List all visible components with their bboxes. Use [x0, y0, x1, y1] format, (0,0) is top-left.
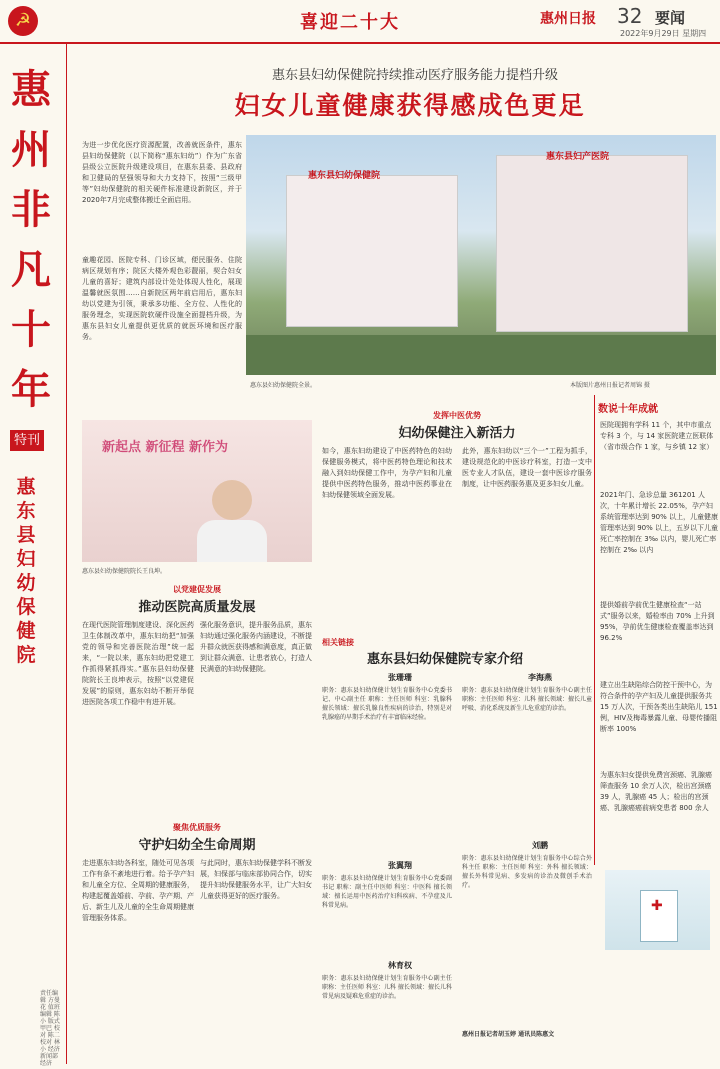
section3-paragraph-1: 如今，惠东妇幼建设了中医药特色的妇幼保健服务模式，将中医药特色理论和技术融入到妇幼保健工作中，为孕产妇和儿童提供中医药特色服务，推动中医药事业在妇幼保健领域全面发展。 — [322, 447, 452, 499]
section2-paragraph-2: 与此同时，惠东妇幼保健学科不断发展，妇保部与临床部协同合作，切实提升妇幼保健服务水平，让广大妇女儿童获得更好的医疗服务。 — [200, 859, 312, 900]
expert-bio: 职务：惠东县妇幼保健计划生育服务中心党委副书记 职称：副主任中医师 科室：中医科 擅长领域：擅长运用中医药治疗妇科疾病、不孕症及儿科常见病。 — [322, 875, 452, 909]
big-slogan: 惠州非凡十年 — [11, 66, 51, 413]
experts-kicker: 相关链接 — [322, 638, 354, 647]
section2-title: 守护妇幼全生命周期 — [138, 838, 256, 853]
section1-title: 推动医院高质量发展 — [138, 600, 256, 615]
section3-title: 妇幼保健注入新活力 — [398, 426, 516, 441]
trees — [246, 335, 716, 375]
intro-paragraph-2: 童趣花园、医院专科、门诊区域，便民服务、住院病区规划有序；院区大楼外观色彩靓丽，契合妇女儿童的喜好；建筑内部设计处处体现人性化，展现温馨就医氛围……自新院区两年前启用后，惠东妇幼以党建为引领，秉承多功能、全方位、人性化的服务理念，实现医院软硬件设施全面提档升级，为惠东县妇女儿童提供更优质的就医环境和医疗服务。 — [82, 256, 242, 341]
stat-item: 建立出生缺陷综合防控干预中心，为符合条件的孕产妇及儿童提供服务共 15 万人次，干预各类出生缺陷儿 151 例，HIV及梅毒暴露儿童、母婴传播阻断率 100% — [600, 681, 718, 733]
section3-paragraph-2: 此外，惠东妇幼以“三个一”工程为抓手，建设规范化的中医诊疗科室，打造一支中医专业人才队伍，建设一套中医诊疗服务制度，让中医药服务惠及更多妇女儿童。 — [462, 447, 592, 488]
portrait-caption: 惠东县妇幼保健院院长王良坤。 — [82, 568, 167, 575]
stat-item: 提供婚前孕前优生健康检查“一站式”服务以来，婚检率由 70% 上升到 95%，孕前优生健康检查覆盖率达到 96.2% — [600, 601, 715, 642]
page-number: 32 — [617, 4, 643, 28]
issue-date: 2022年9月29日 星期四 — [620, 29, 707, 38]
section1-kicker: 以党建促发展 — [173, 585, 221, 594]
party-emblem-icon: ☭ — [8, 6, 38, 36]
data-divider — [594, 395, 595, 865]
director-portrait-photo — [82, 420, 312, 562]
section1-paragraph-1: 在现代医院管理制度建设、深化医药卫生体制改革中，惠东妇幼把“加强党的领导和完善医院治理”统一起来，“一院以来，惠东妇幼把党建工作抓得紧抓得实。”惠东县妇幼保健院院长王良坤表示，按照“以党建促发展”的原则，惠东妇幼不断开举促进医院各项工作稳中有进开展。 — [82, 621, 194, 706]
photo-credit: 本版图片惠州日报记者周锦 摄 — [570, 382, 650, 389]
newspaper-name: 惠州日报 — [540, 11, 596, 27]
motto: 喜迎二十大 — [300, 12, 400, 33]
person-body — [197, 520, 267, 562]
section2-kicker: 聚焦优质服务 — [173, 823, 221, 832]
red-cross-icon: ✚ — [651, 898, 663, 914]
building-right — [496, 155, 688, 332]
expert-name: 刘鹏 — [532, 841, 548, 850]
hospital-panorama-photo — [246, 135, 716, 375]
section1-paragraph-2: 强化服务意识，提升服务品质，惠东妇幼通过强化服务内涵建设，不断提升群众就医获得感和满意度，真正做到让群众满意、让患者放心，打造人民满意的妇幼保健院。 — [200, 621, 312, 673]
stat-item: 医院现拥有学科 11 个，其中市重点专科 3 个，与 14 家医院建立医联体（省市级合作 1 家，与乡镇 12 家） — [600, 421, 714, 451]
expert-bio: 职务：惠东县妇幼保健计划生育服务中心综合外科主任 职称：主任医师 科室：外科 擅长领域：擅长外科常见病、多发病的诊治及微创手术治疗。 — [462, 855, 592, 889]
intro-paragraph-1: 为进一步优化医疗资源配置，改善就医条件，惠东县妇幼保健院（以下简称“惠东妇幼”）作为广东省县级公立医院升级建设项目，在惠东县委、县政府和卫健局的坚强领导和大力支持下，按照“三级甲等”妇幼保健院的相关硬件标准建设新院区，并于2020年7月完成整体搬迁全面启用。 — [82, 141, 242, 204]
left-divider — [66, 44, 67, 1064]
expert-name: 张珊珊 — [388, 673, 412, 682]
hospital-illustration — [605, 870, 710, 950]
data-box-title: 数说十年成就 — [598, 404, 658, 415]
headline: 妇女儿童健康获得感成色更足 — [234, 91, 586, 120]
editor-credits: 责任编辑 方曼 花 值班编辑 陈小 版式 甲巴 校对 陈二 校对 林小 经济新闻部 经济 — [40, 990, 60, 1067]
stat-item: 2021年门、急诊总量 361201 人次，十年累计增长 22.05%，孕产妇系统管理率达到 90% 以上，儿童健康管理率达到 90% 以上，五岁以下儿童死亡率控制在 3‰ 以内，婴儿死亡率控制在 2‰ 以内 — [600, 491, 719, 554]
experts-footer: 惠州日报记者胡玉婷 通讯员陈惠文 — [462, 1031, 555, 1038]
expert-bio: 职务：惠东县妇幼保健计划生育服务中心党委书记、中心副主任 职称：主任医师 科室：乳腺科 擅长领域：擅长乳腺良性疾病的诊治，特别是对乳腺癌的早期手术治疗有丰富临床经验。 — [322, 687, 452, 721]
section2-paragraph-1: 走进惠东妇幼各科室，随处可见各项工作有条不紊地进行着。给予孕产妇和儿童全方位、全周期的健康服务，构建起覆盖婚前、孕前、孕产期、产后、新生儿及儿童的全生命周期健康管理服务体系。 — [82, 859, 194, 922]
section3-kicker: 发挥中医优势 — [433, 411, 481, 420]
subtitle: 惠东县妇幼保健院持续推动医疗服务能力提档升级 — [271, 68, 558, 83]
building-left — [286, 175, 458, 327]
sign-right: 惠东县妇产医院 — [546, 152, 610, 162]
main-photo-caption: 惠东县妇幼保健院全景。 — [250, 382, 317, 389]
sign-left: 惠东县妇幼保健院 — [308, 171, 381, 181]
expert-bio: 职务：惠东县妇幼保健计划生育服务中心副主任 职称：主任医师 科室：儿科 擅长领域：擅长儿科常见病及疑难危重症的诊治。 — [322, 975, 452, 1000]
stat-item: 为惠东妇女提供免费宫颈癌、乳腺癌筛查服务 10 余万人次，检出宫颈癌 39 人，乳腺癌 45 人；检出的宫颈癌、乳腺癌癌前病变患者 800 余人 — [600, 771, 712, 812]
expert-name: 李海燕 — [528, 673, 552, 682]
person-head — [212, 480, 252, 520]
expert-bio: 职务：惠东县妇幼保健计划生育服务中心副主任 职称：主任医师 科室：儿科 擅长领域：擅长儿童呼吸、消化系统及新生儿危重症的诊治。 — [462, 687, 592, 712]
feature-label: 特刊 — [10, 430, 44, 451]
section-name: 要闻 — [655, 9, 686, 27]
experts-title: 惠东县妇幼保健院专家介绍 — [366, 652, 523, 667]
expert-name: 林育权 — [388, 961, 412, 970]
expert-name: 张翼翔 — [388, 861, 412, 870]
banner-text: 新起点 新征程 新作为 — [102, 440, 229, 455]
feature-title: 惠东县妇幼保健院 — [16, 476, 36, 666]
